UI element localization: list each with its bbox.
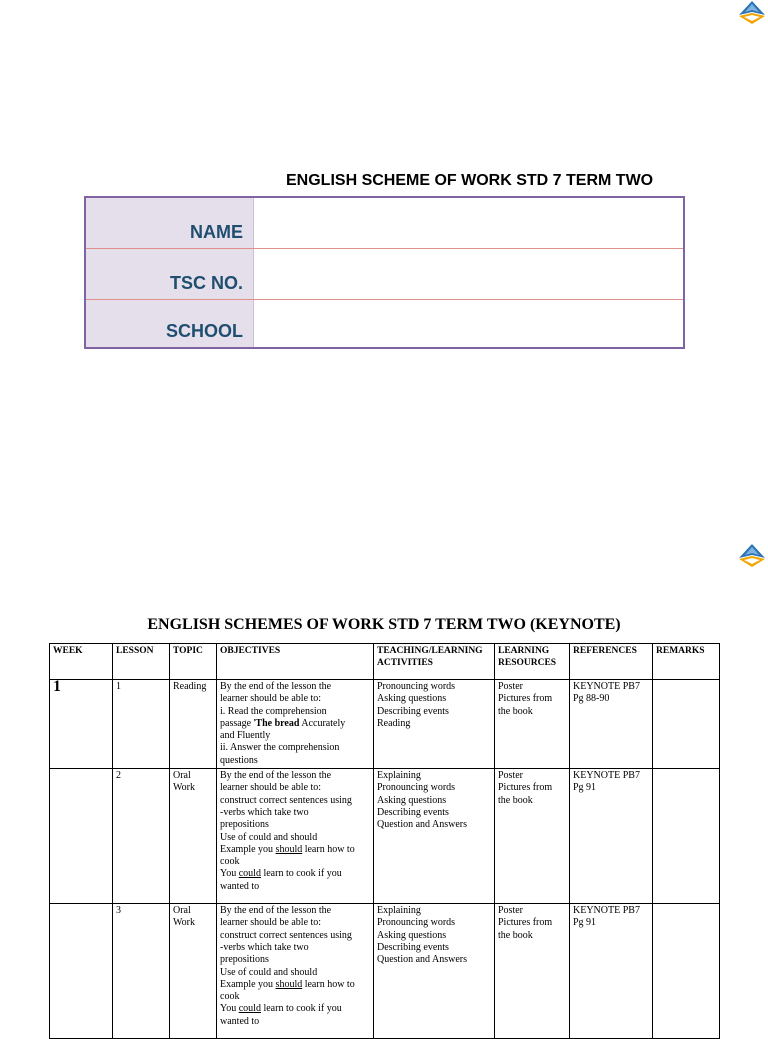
header-references: REFERENCES	[570, 644, 653, 680]
cell-line: Use of could and should	[220, 831, 318, 843]
table-header-row	[50, 644, 720, 680]
header-objectives: OBJECTIVES	[217, 644, 374, 680]
header-text: ACTIVITIES	[377, 658, 433, 669]
cell-line	[220, 979, 370, 991]
page-title: ENGLISH SCHEME OF WORK STD 7 TERM TWO	[286, 172, 654, 189]
text-fragment: You	[220, 1003, 239, 1015]
week-cell: 1	[50, 680, 113, 769]
resources-cell	[495, 769, 570, 904]
cell-line: Oral	[173, 770, 191, 782]
text-fragment: You	[220, 868, 239, 880]
remarks-cell	[653, 769, 720, 904]
header-week: WEEK	[50, 644, 113, 680]
header-lesson: LESSON	[113, 644, 170, 680]
cell-line: construct correct sentences using	[220, 929, 352, 941]
cell-line: Work	[173, 917, 195, 929]
cell-line: -verbs which take two	[220, 941, 309, 953]
cell-line	[220, 718, 370, 730]
cell-line: Describing events	[377, 705, 449, 717]
cell-line: construct correct sentences using	[220, 794, 352, 806]
activities-cell	[374, 769, 495, 904]
topic-cell	[170, 904, 217, 1039]
lesson-cell: 2	[113, 769, 170, 904]
references-cell	[570, 680, 653, 769]
cell-line: Pronouncing words	[377, 681, 456, 692]
underlined-word: should	[275, 978, 303, 990]
text-fragment: learn how to	[302, 978, 355, 990]
topic-cell	[170, 769, 217, 904]
lesson-cell: 1	[113, 680, 170, 769]
week-cell	[50, 769, 113, 904]
cell-line: KEYNOTE PB7	[573, 681, 640, 692]
cell-line: learner should be able to:	[220, 693, 322, 705]
table-row	[50, 769, 720, 904]
cell-line: Pg 91	[573, 917, 597, 929]
cell-line: By the end of the lesson the	[220, 681, 332, 692]
cell-line: the book	[498, 794, 533, 806]
cell-line: Describing events	[377, 941, 449, 953]
header-resources	[495, 644, 570, 680]
tsc-value	[254, 249, 683, 299]
cell-line: Pictures from	[498, 917, 553, 929]
cell-line	[220, 1003, 370, 1015]
references-cell	[570, 769, 653, 904]
cell-line: By the end of the lesson the	[220, 770, 332, 782]
cell-line	[220, 844, 370, 856]
header-topic: TOPIC	[170, 644, 217, 680]
table-row	[50, 904, 720, 1039]
cell-line: ii. Answer the comprehension	[220, 742, 340, 754]
cell-line: By the end of the lesson the	[220, 905, 332, 917]
cell-line: wanted to	[220, 1015, 260, 1027]
scheme-of-work-table	[49, 643, 720, 1039]
resources-cell	[495, 680, 570, 769]
cell-line: and Fluently	[220, 730, 271, 742]
activities-cell	[374, 904, 495, 1039]
cell-line: Explaining	[377, 905, 421, 917]
cell-line: Pronouncing words	[377, 782, 456, 794]
cell-line: Poster	[498, 681, 523, 692]
header-text: TEACHING/LEARNING	[377, 646, 483, 656]
remarks-cell	[653, 904, 720, 1039]
underlined-word: could	[238, 868, 261, 880]
topic-cell	[170, 680, 217, 769]
name-label: NAME	[86, 198, 254, 248]
blue-gold-diamond-logo-icon	[737, 0, 767, 26]
school-label: SCHOOL	[86, 300, 254, 347]
lesson-cell: 3	[113, 904, 170, 1039]
cell-line: Use of could and should	[220, 966, 318, 978]
text-fragment: Example you	[220, 978, 276, 990]
name-row	[86, 198, 683, 248]
references-cell	[570, 904, 653, 1039]
cell-line: Asking questions	[377, 794, 447, 806]
header-text: LEARNING	[498, 646, 550, 656]
cell-line: Pg 88-90	[573, 693, 610, 705]
underlined-word: should	[275, 843, 303, 855]
blue-gold-diamond-logo-icon	[737, 543, 767, 569]
cell-line: the book	[498, 929, 533, 941]
text-fragment: Example you	[220, 843, 276, 855]
cell-line: prepositions	[220, 819, 269, 831]
header-text: RESOURCES	[498, 658, 557, 669]
teacher-details-table	[84, 196, 685, 349]
cell-line: Question and Answers	[377, 819, 467, 831]
remarks-cell	[653, 680, 720, 769]
tsc-label: TSC NO.	[86, 249, 254, 299]
cell-line: the book	[498, 705, 533, 717]
text-fragment: learn how to	[302, 843, 355, 855]
week-cell	[50, 904, 113, 1039]
objectives-cell	[217, 769, 374, 904]
table-row	[50, 680, 720, 769]
cell-line: learner should be able to:	[220, 782, 322, 794]
header-activities	[374, 644, 495, 680]
cell-line	[220, 868, 370, 880]
cell-line: learner should be able to:	[220, 917, 322, 929]
name-value	[254, 198, 683, 248]
cell-line: Pictures from	[498, 693, 553, 705]
underlined-word: could	[238, 1003, 261, 1015]
cell-line: Oral	[173, 905, 191, 917]
passage-title: The bread	[255, 717, 300, 729]
cell-line: prepositions	[220, 954, 269, 966]
cell-line: questions	[220, 754, 258, 766]
activities-cell	[374, 680, 495, 769]
cell-line: KEYNOTE PB7	[573, 905, 640, 917]
cell-line: cook	[220, 856, 240, 868]
cell-line: Pg 91	[573, 782, 597, 794]
cell-line: Poster	[498, 770, 523, 782]
cell-line: i. Read the comprehension	[220, 705, 327, 717]
tsc-row	[86, 249, 683, 299]
header-remarks: REMARKS	[653, 644, 720, 680]
resources-cell	[495, 904, 570, 1039]
scheme-title: ENGLISH SCHEMES OF WORK STD 7 TERM TWO (KEYNOTE)	[147, 616, 621, 633]
cell-line: Pronouncing words	[377, 917, 456, 929]
text-fragment: Accurately	[299, 717, 346, 729]
cell-line: Reading	[377, 717, 411, 729]
cell-line: Describing events	[377, 806, 449, 818]
cell-line: Reading	[173, 681, 207, 692]
cell-line: cook	[220, 991, 240, 1003]
cell-line: Asking questions	[377, 929, 447, 941]
cell-line: Explaining	[377, 770, 421, 782]
cell-line: Work	[173, 782, 195, 794]
cell-line: wanted to	[220, 880, 260, 892]
text-fragment: passage '	[220, 717, 256, 729]
text-fragment: learn to cook if you	[260, 1003, 342, 1015]
cell-line: Poster	[498, 905, 523, 917]
school-value	[254, 300, 683, 347]
objectives-cell	[217, 680, 374, 769]
cell-line: KEYNOTE PB7	[573, 770, 640, 782]
school-row	[86, 300, 683, 347]
cell-line: -verbs which take two	[220, 806, 309, 818]
cell-line: Asking questions	[377, 693, 447, 705]
cell-line: Question and Answers	[377, 954, 467, 966]
objectives-cell	[217, 904, 374, 1039]
cell-line: Pictures from	[498, 782, 553, 794]
text-fragment: learn to cook if you	[260, 868, 342, 880]
